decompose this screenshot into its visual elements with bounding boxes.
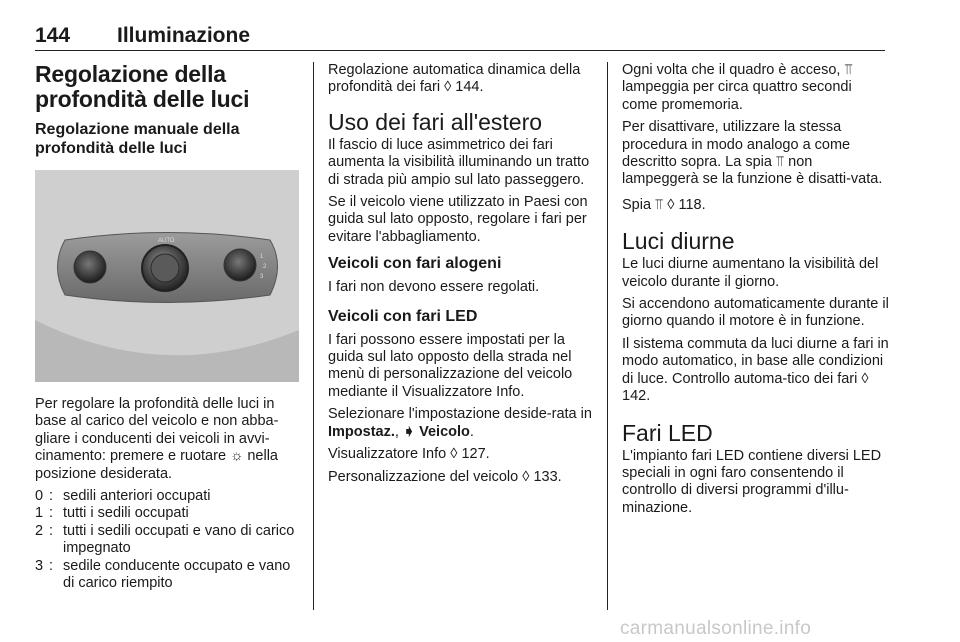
list-item-number: 0 [35, 488, 44, 505]
list-item-text: sedile conducente occupato e vano di carico riempito [63, 557, 291, 592]
list-colon: : [49, 488, 54, 505]
column-1 [35, 62, 301, 592]
vehicle-menu-link: ➧ Veicolo [402, 423, 470, 440]
page-header [35, 24, 885, 51]
select-setting-pre: Selezionare l'impostazione deside-rata in [328, 406, 592, 423]
led-headlights-text: L'impianto fari LED contiene diversi LED speciali in ogni faro consentendo il controllo di diversi programmi d'illu-minazione. [622, 447, 882, 516]
control-panel-illustration [35, 170, 299, 382]
led-settings-text: I fari possono essere impostati per la guida sul lato opposto della strada nel menù di personalizzazione del veicolo mediante il Visualizzatore Info. [328, 331, 573, 400]
list-item-text: tutti i sedili occupati e vano di carico impegnato [63, 522, 295, 557]
asymmetric-beam-text: Il fascio di luce asimmetrico dei fari aumenta la visibilità illuminando un tratto di strada più ampio sul lato passeggero. [328, 136, 590, 188]
column-divider [607, 62, 608, 610]
heading-headlights-abroad: Uso dei fari all'estero [328, 108, 543, 135]
daytime-lights-visibility: Le luci diurne aumentano la visibilità del veicolo durante il giorno. [622, 256, 879, 290]
dynamic-range-reference: Regolazione automatica dinamica della profondità dei fari ◊ 144. [328, 62, 581, 96]
info-display-reference: Visualizzatore Info ◊ 127. [328, 446, 490, 463]
column-2 [328, 62, 592, 491]
list-item [35, 558, 301, 593]
heading-led-vehicles: Veicoli con fari LED [328, 307, 478, 325]
heading-headlight-range: Regolazione della profondità delle luci [35, 61, 250, 112]
ignition-reminder-text: Ogni volta che il quadro è acceso, ⫪ lampeggia per circa quattro secondi come promemoria. [622, 62, 853, 113]
list-item-number: 2 [35, 522, 44, 539]
list-item [35, 505, 301, 522]
warning-light-reference: Spia ⫪ ◊ 118. [622, 196, 706, 213]
manual-range-description: Per regolare la profondità delle luci in base al carico del veicolo e non abba-gliare i conducenti dei veicoli in avvi-cinamento: premere e ruotare ☼ nella posizione desiderata. [35, 396, 279, 482]
heading-daytime-lights: Luci diurne [622, 228, 735, 255]
load-position-list [35, 488, 301, 592]
svg-text:3: 3 [260, 274, 264, 280]
deactivate-text: Per disattivare, utilizzare la stessa procedura in modo analogo a come descritto sopra. La spia ⫪ non lampeggerà se la funzione è disatti-vata. [622, 119, 883, 188]
list-item-number: 1 [35, 505, 44, 522]
daytime-lights-auto-on: Si accendono automaticamente durante il giorno quando il motore è in funzione. [622, 296, 889, 330]
svg-text:AUTO: AUTO [158, 238, 175, 244]
svg-text:1: 1 [260, 254, 264, 260]
column-divider [313, 62, 314, 610]
list-item-text: sedili anteriori occupati [63, 488, 211, 505]
list-colon: : [49, 557, 54, 574]
settings-menu-link: Impostaz. [328, 423, 395, 440]
section-title: Illuminazione [117, 24, 251, 47]
separator: , [394, 423, 403, 440]
heading-halogen: Veicoli con fari alogeni [328, 255, 502, 273]
list-item-text: tutti i sedili occupati [63, 505, 189, 522]
list-item [35, 523, 301, 558]
halogen-text: I fari non devono essere regolati. [328, 279, 540, 296]
daytime-lights-switch: Il sistema commuta da luci diurne a fari in modo automatico, in base alle condizioni di luce. Controllo automa-tico dei fari ◊ 142. [622, 335, 889, 405]
vehicle-personalization-reference: Personalizzazione del veicolo ◊ 133. [328, 468, 562, 485]
svg-text:2: 2 [263, 264, 267, 270]
heading-led-headlights: Fari LED [622, 419, 713, 446]
column-3 [622, 62, 890, 522]
list-item [35, 488, 301, 505]
watermark: carmanualsonline.info [620, 618, 812, 639]
page-number: 144 [35, 24, 71, 47]
opposite-side-text: Se il veicolo viene utilizzato in Paesi con guida sul lato opposto, regolare i fari per evitare l'abbagliamento. [328, 194, 588, 245]
heading-manual-range: Regolazione manuale della profondità delle luci [35, 121, 240, 157]
period: . [469, 423, 474, 440]
headlight-control-photo [35, 170, 299, 382]
list-colon: : [49, 522, 54, 539]
select-setting-text [328, 406, 592, 441]
list-colon: : [49, 505, 54, 522]
list-item-number: 3 [35, 557, 44, 574]
